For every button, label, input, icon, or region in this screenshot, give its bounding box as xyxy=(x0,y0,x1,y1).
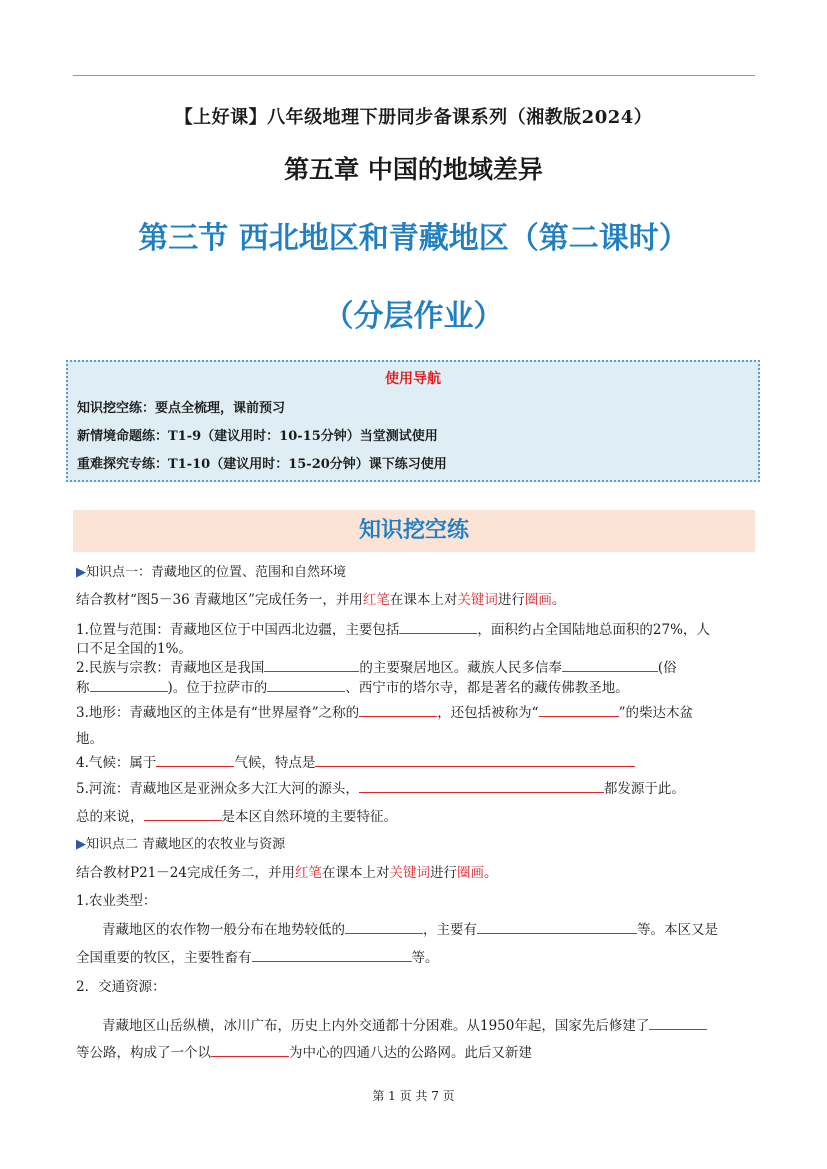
fill-blank[interactable] xyxy=(477,919,637,934)
agri-line-2 xyxy=(76,946,439,966)
fill-blank[interactable] xyxy=(252,947,412,962)
fill-blank[interactable] xyxy=(345,919,423,934)
text: ，主要有 xyxy=(423,922,477,938)
text: 。 xyxy=(551,592,566,608)
trans-title: 2．交通资源： xyxy=(76,979,166,995)
triangle-icon: ▶ xyxy=(76,565,86,580)
series-title: 【上好课】八年级地理下册同步备课系列（湘教版2024） xyxy=(174,107,653,128)
text: 。 xyxy=(483,865,498,881)
text: 2.民族与宗教：青藏地区是我国 xyxy=(76,660,265,676)
fill-blank[interactable] xyxy=(359,702,437,717)
kp2-intro xyxy=(76,861,497,881)
header-rule xyxy=(73,75,755,76)
page-footer: 第 1 页 共 7 页 xyxy=(372,1089,455,1103)
red-keyword: 红笔 xyxy=(362,592,390,608)
usage-guide-box xyxy=(66,360,760,482)
fill-blank[interactable] xyxy=(267,677,345,692)
text: 、西宁市的塔尔寺，都是著名的藏传佛教圣地。 xyxy=(345,680,629,696)
kp2-heading-row xyxy=(76,833,285,852)
text: 5.河流：青藏地区是亚洲众多大江大河的源头， xyxy=(76,781,359,797)
text: 青藏地区山岳纵横，冰川广布，历史上内外交通都十分困难。从1950年起，国家先后修建了 xyxy=(102,1018,650,1034)
section-title: 第三节 西北地区和青藏地区（第二课时） xyxy=(138,221,689,256)
red-keyword: 圈画 xyxy=(524,592,552,608)
q4-line xyxy=(76,751,635,771)
text: 结合教材“图5－36 青藏地区”完成任务一，并用 xyxy=(76,592,363,608)
text: 等公路，构成了一个以 xyxy=(76,1045,211,1061)
text: 青藏地区的农作物一般分布在地势较低的 xyxy=(102,922,345,938)
triangle-icon: ▶ xyxy=(76,837,86,852)
agri-title: 1.农业类型： xyxy=(76,893,157,909)
text: ，还包括被称为“ xyxy=(437,705,539,721)
trans-line-1 xyxy=(102,1014,707,1034)
trans-line-2 xyxy=(76,1041,532,1061)
fill-blank[interactable] xyxy=(399,619,477,634)
kp1-intro xyxy=(76,588,565,608)
text: 等。本区又是 xyxy=(637,922,718,938)
text: 进行 xyxy=(497,592,525,608)
text: 进行 xyxy=(429,865,457,881)
guide-line-2: 新情境命题练：T1-9（建议用时：10-15分钟）当堂测试使用 xyxy=(77,429,438,444)
fill-blank[interactable] xyxy=(211,1042,289,1057)
text: 在课本上对 xyxy=(389,592,458,608)
red-keyword: 关键词 xyxy=(457,592,498,608)
text: 结合教材P21－24完成任务二，并用 xyxy=(76,865,295,881)
fill-blank[interactable] xyxy=(359,778,604,793)
text: ，面积约占全国陆地总面积的27%，人 xyxy=(477,622,710,638)
red-keyword: 红笔 xyxy=(294,865,322,881)
text: 总的来说， xyxy=(76,809,144,825)
kp1-heading: 知识点一：青藏地区的位置、范围和自然环境 xyxy=(86,565,347,580)
text: 1.位置与范围：青藏地区位于中国西北边疆，主要包括 xyxy=(76,622,400,638)
agri-line-1 xyxy=(102,918,718,938)
guide-line-1: 知识挖空练：要点全梳理，课前预习 xyxy=(77,401,286,416)
text: 是本区自然环境的主要特征。 xyxy=(221,809,397,825)
text: 在课本上对 xyxy=(321,865,390,881)
kp2-heading: 知识点二 青藏地区的农牧业与资源 xyxy=(86,837,286,852)
text: (俗 xyxy=(657,660,677,676)
guide-title: 使用导航 xyxy=(385,371,441,387)
chapter-title: 第五章 中国的地域差异 xyxy=(284,155,543,184)
fill-blank[interactable] xyxy=(156,752,234,767)
banner-label: 知识挖空练 xyxy=(358,518,469,543)
q6-line xyxy=(76,805,397,825)
fill-blank[interactable] xyxy=(649,1015,707,1030)
text: 称 xyxy=(76,680,90,696)
red-keyword: 关键词 xyxy=(389,865,430,881)
fill-blank[interactable] xyxy=(90,677,168,692)
fill-blank[interactable] xyxy=(562,657,658,672)
text: 气候，特点是 xyxy=(234,755,316,771)
text: 等。 xyxy=(411,950,439,966)
fill-blank[interactable] xyxy=(144,806,222,821)
text: ”的柴达木盆 xyxy=(618,705,693,721)
q2-line-2 xyxy=(76,676,629,696)
section-banner xyxy=(73,510,755,552)
q3-line-2: 地。 xyxy=(76,731,103,747)
q1-line-2: 口不足全国的1%。 xyxy=(76,641,192,657)
text: )。位于拉萨市的 xyxy=(167,680,268,696)
kp1-heading-row xyxy=(76,561,346,580)
text: 4.气候：属于 xyxy=(76,755,157,771)
red-keyword: 圈画 xyxy=(456,865,484,881)
fill-blank[interactable] xyxy=(264,657,359,672)
text: 都发源于此。 xyxy=(603,781,685,797)
q2-line xyxy=(76,656,677,676)
q3-line xyxy=(76,701,693,721)
fill-blank[interactable] xyxy=(315,752,635,767)
text: 全国重要的牧区，主要牲畜有 xyxy=(76,950,252,966)
q1-line xyxy=(76,618,710,638)
q5-line xyxy=(76,777,685,797)
text: 为中心的四通八达的公路网。此后又新建 xyxy=(289,1045,532,1061)
guide-line-3: 重难探究专练：T1-10（建议用时：15-20分钟）课下练习使用 xyxy=(77,457,447,472)
text: 的主要聚居地区。藏族人民多信奉 xyxy=(359,660,562,676)
subtitle: （分层作业） xyxy=(323,299,504,334)
fill-blank[interactable] xyxy=(539,702,619,717)
text: 3.地形：青藏地区的主体是有“世界屋脊”之称的 xyxy=(76,705,360,721)
